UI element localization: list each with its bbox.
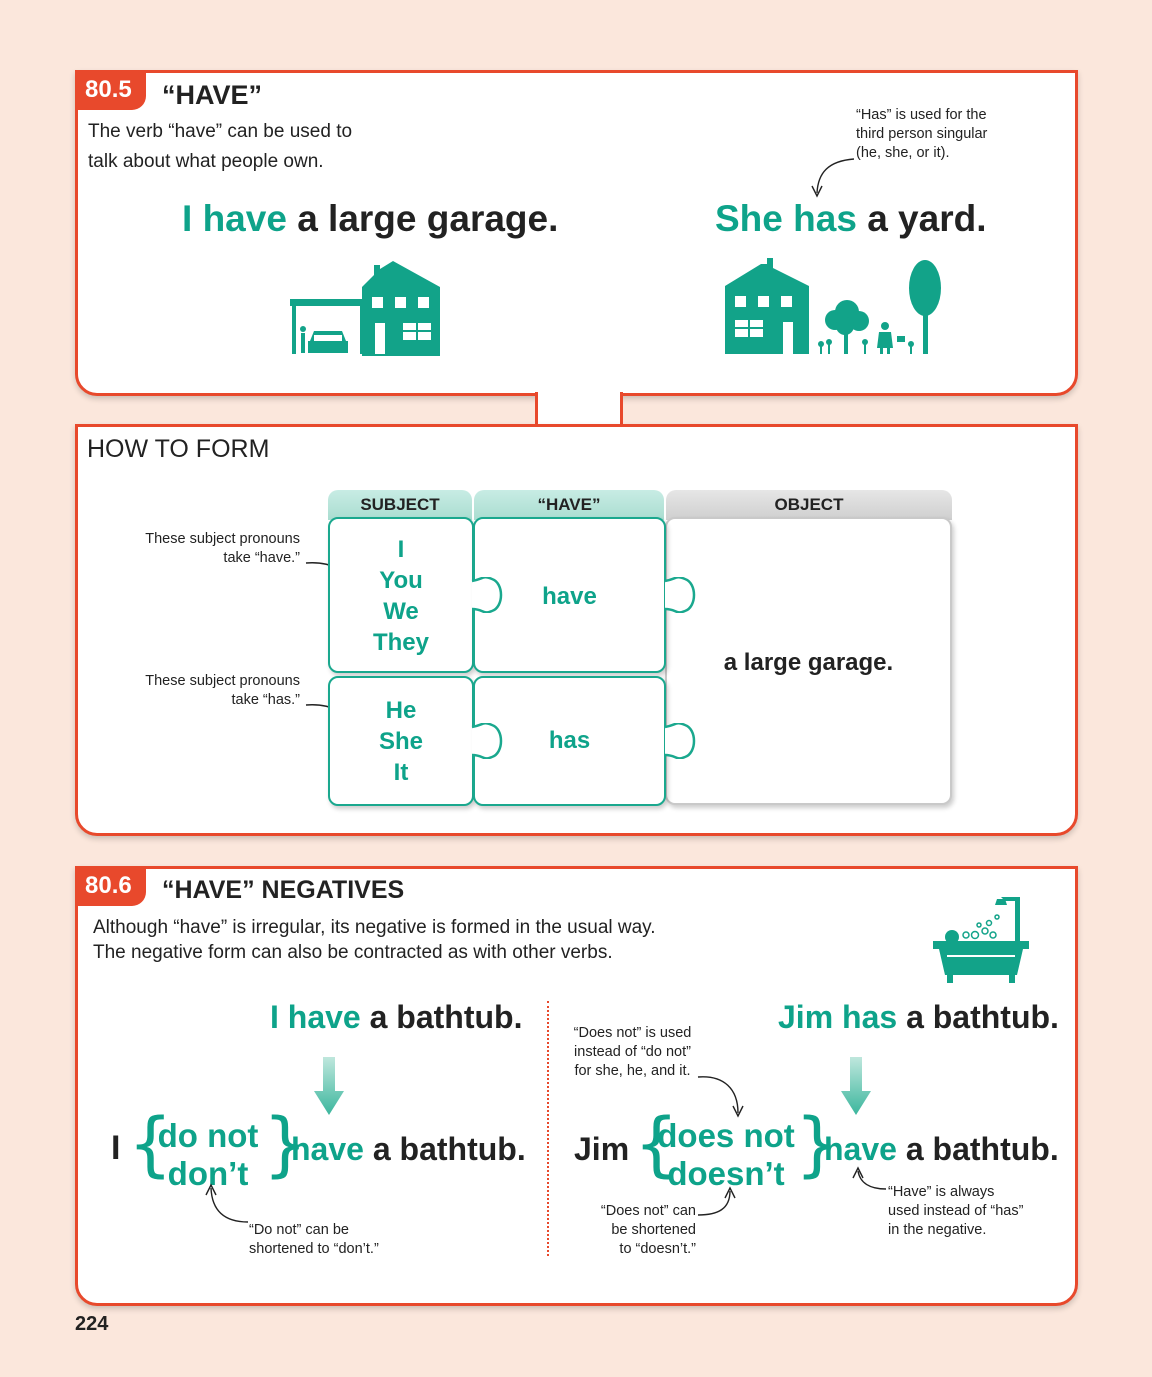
sentence-subject: She bbox=[715, 198, 783, 239]
has-pronoun-list bbox=[328, 695, 474, 788]
note-line: be shortened bbox=[611, 1222, 696, 1238]
note-line: “Does not” can bbox=[600, 1203, 696, 1219]
right-negative-forms bbox=[654, 1117, 798, 1193]
note-line: for she, he, and it. bbox=[574, 1063, 691, 1079]
right-negative-sentence-end bbox=[824, 1131, 1059, 1168]
section-number-tag: 80.5 bbox=[75, 70, 146, 110]
sentence-verb: have bbox=[291, 1131, 364, 1167]
right-brace-close: } bbox=[795, 1103, 840, 1185]
note-line: “Has” is used for the bbox=[856, 107, 987, 123]
right-neg-subject: Jim bbox=[574, 1131, 630, 1167]
sentence-verb: have bbox=[202, 198, 287, 239]
pronoun: I bbox=[397, 536, 405, 563]
verb-has: has bbox=[548, 727, 591, 754]
left-neg-subject: I bbox=[111, 1129, 121, 1167]
down-arrow-icon bbox=[841, 1057, 871, 1117]
section-title: “HAVE” bbox=[162, 80, 263, 110]
have-pronoun-list bbox=[328, 534, 474, 658]
sentence-verb: has bbox=[842, 999, 898, 1035]
doesnt-note bbox=[588, 1202, 696, 1259]
have-column-header: “HAVE” bbox=[474, 490, 664, 520]
note-line: take “have.” bbox=[223, 550, 300, 566]
note-line: to “doesn’t.” bbox=[619, 1241, 696, 1257]
have-always-note bbox=[888, 1183, 1023, 1240]
pronoun: She bbox=[378, 728, 423, 755]
bathtub-icon bbox=[933, 893, 1033, 988]
negative-full-form: does not bbox=[657, 1117, 795, 1154]
section-negatives-panel bbox=[75, 866, 1078, 1306]
right-brace-open: { bbox=[634, 1103, 679, 1185]
object-column-header: OBJECT bbox=[666, 490, 952, 520]
note-line: instead of “do not” bbox=[574, 1044, 691, 1060]
note-line: used instead of “has” bbox=[888, 1203, 1024, 1219]
does-not-usage-note bbox=[560, 1024, 705, 1081]
note-line: take “has.” bbox=[231, 692, 300, 708]
has-pronouns-note bbox=[138, 672, 300, 710]
pronoun: We bbox=[383, 598, 419, 625]
verb-have: have bbox=[542, 583, 597, 610]
note-line: in the negative. bbox=[888, 1222, 987, 1238]
right-positive-sentence bbox=[778, 999, 1059, 1036]
section-number-tag: 80.6 bbox=[75, 866, 146, 906]
how-to-form-panel bbox=[75, 424, 1078, 836]
left-brace-close: } bbox=[263, 1103, 308, 1185]
section-have-panel bbox=[75, 70, 1078, 396]
left-brace-open: { bbox=[128, 1103, 173, 1185]
intro-line: The verb “have” can be used to bbox=[88, 121, 353, 142]
intro-line: talk about what people own. bbox=[88, 151, 324, 172]
subject-column-header: SUBJECT bbox=[328, 490, 472, 520]
puzzle-knob bbox=[663, 577, 703, 613]
column-divider bbox=[547, 1001, 549, 1256]
have-always-arrow bbox=[850, 1167, 890, 1197]
sentence-object: a bathtub. bbox=[905, 1131, 1059, 1167]
negative-contracted-form: doesn’t bbox=[667, 1155, 785, 1192]
sentence-subject: I bbox=[270, 999, 279, 1035]
intro-line: The negative form can also be contracted as with other verbs. bbox=[93, 942, 613, 963]
note-line: (he, she, or it). bbox=[856, 145, 950, 161]
pronoun: They bbox=[372, 629, 429, 656]
dont-note-arrow bbox=[204, 1182, 254, 1228]
sentence-subject: I bbox=[182, 198, 193, 239]
section-intro bbox=[88, 117, 352, 177]
sentence-subject: Jim bbox=[778, 999, 834, 1035]
puzzle-knob bbox=[663, 723, 703, 759]
house-with-garage-icon bbox=[290, 261, 450, 356]
sentence-object: a bathtub. bbox=[906, 999, 1059, 1035]
negative-contracted-form: don’t bbox=[167, 1155, 249, 1192]
house-with-yard-icon bbox=[725, 258, 945, 356]
doesnt-note-arrow bbox=[696, 1185, 736, 1225]
how-to-form-title: HOW TO FORM bbox=[87, 435, 270, 463]
has-note-arrow bbox=[808, 155, 858, 200]
sentence-verb: have bbox=[824, 1131, 897, 1167]
note-line: “Do not” can be bbox=[249, 1222, 349, 1238]
negative-full-form: do not bbox=[157, 1117, 259, 1154]
has-note bbox=[856, 106, 987, 163]
note-line: These subject pronouns bbox=[145, 531, 300, 547]
note-line: third person singular bbox=[856, 126, 988, 142]
sentence-object: a large garage. bbox=[297, 198, 559, 239]
note-line: shortened to “don’t.” bbox=[249, 1241, 379, 1257]
dont-note bbox=[249, 1221, 379, 1259]
example-sentence-has bbox=[715, 198, 986, 240]
object-text: a large garage. bbox=[723, 649, 894, 676]
intro-line: Although “have” is irregular, its negative is formed in the usual way. bbox=[93, 917, 656, 938]
sentence-object: a yard. bbox=[867, 198, 987, 239]
panel-connector bbox=[535, 392, 623, 426]
note-line: These subject pronouns bbox=[145, 673, 300, 689]
have-pronouns-note bbox=[138, 530, 300, 568]
left-positive-sentence bbox=[270, 999, 522, 1036]
does-not-usage-arrow bbox=[696, 1069, 746, 1119]
left-negative-sentence-end bbox=[291, 1131, 526, 1168]
section-intro bbox=[93, 915, 656, 965]
panel-top-border bbox=[78, 424, 1075, 427]
sentence-object: a bathtub. bbox=[372, 1131, 526, 1167]
sentence-object: a bathtub. bbox=[369, 999, 523, 1035]
sentence-verb: has bbox=[793, 198, 857, 239]
sentence-verb: have bbox=[287, 999, 361, 1035]
note-line: “Does not” is used bbox=[573, 1025, 692, 1041]
pronoun: He bbox=[385, 697, 417, 724]
section-title: “HAVE” NEGATIVES bbox=[162, 876, 405, 904]
pronoun: You bbox=[379, 567, 423, 594]
pronoun: It bbox=[393, 759, 409, 786]
page-number: 224 bbox=[75, 1313, 109, 1335]
note-line: “Have” is always bbox=[888, 1184, 995, 1200]
example-sentence-have bbox=[182, 198, 558, 240]
down-arrow-icon bbox=[314, 1057, 344, 1117]
